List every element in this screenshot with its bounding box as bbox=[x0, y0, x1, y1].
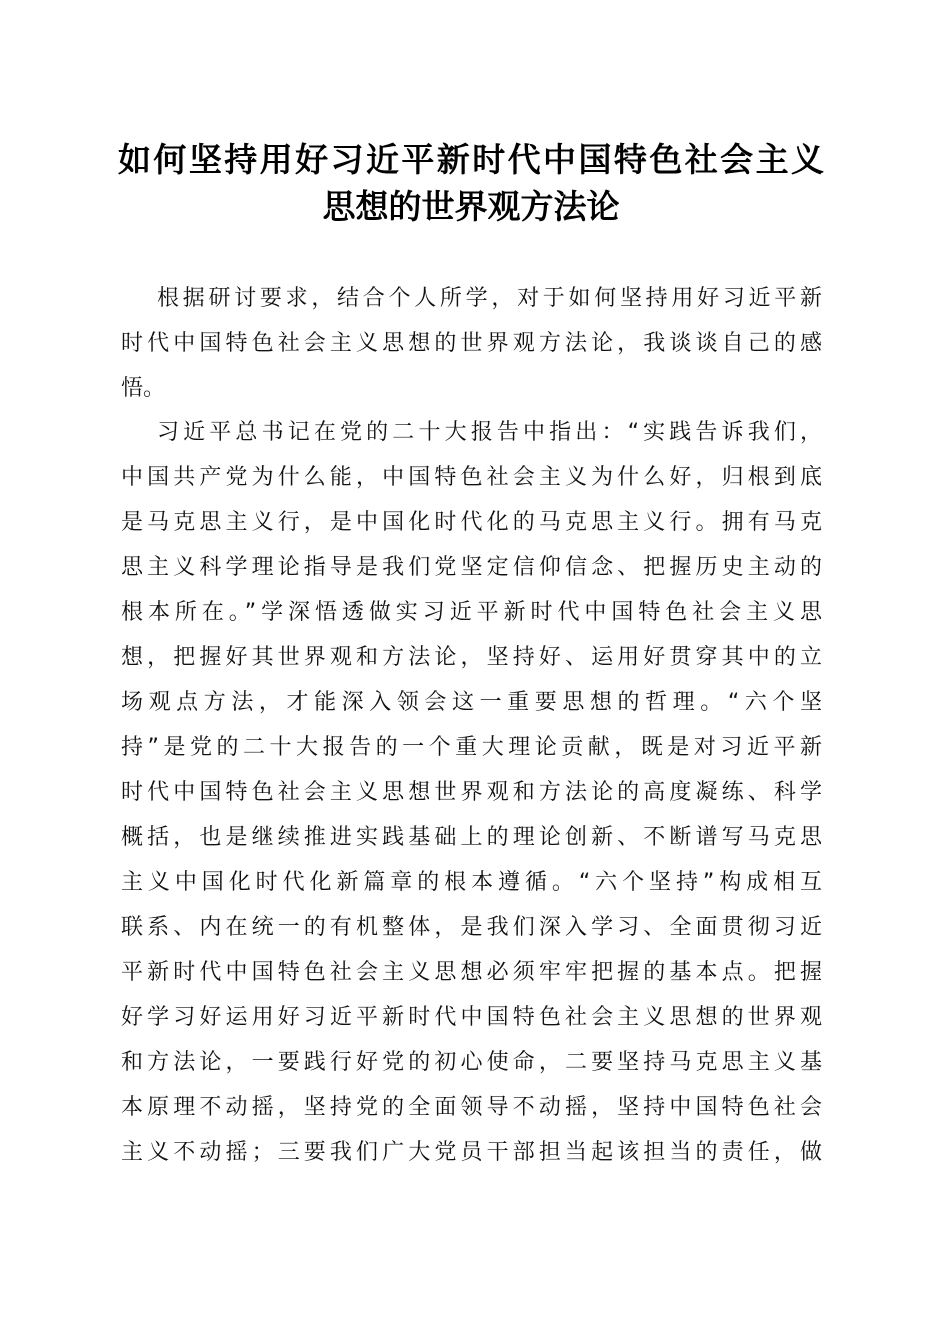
text-line: 时代中国特色社会主义思想的世界观方法论，我谈谈自己的感 bbox=[121, 331, 822, 356]
text-line: 想，把握好其世界观和方法论，坚持好、运用好贯穿其中的立 bbox=[121, 645, 822, 670]
text-line: 悟。 bbox=[121, 376, 166, 401]
paragraph-main bbox=[121, 410, 822, 1175]
text-line: 根据研讨要求，结合个人所学，对于如何坚持用好习近平新 bbox=[157, 286, 822, 311]
text-line: 概括，也是继续推进实践基础上的理论创新、不断谱写马克思 bbox=[121, 825, 822, 850]
text-line: 持”是党的二十大报告的一个重大理论贡献，既是对习近平新 bbox=[121, 735, 822, 760]
text-line: 平新时代中国特色社会主义思想必须牢牢把握的基本点。把握 bbox=[121, 960, 822, 985]
title-line-2: 思想的世界观方法论 bbox=[322, 187, 620, 226]
text-line: 根本所在。”学深悟透做实习近平新时代中国特色社会主义思 bbox=[121, 600, 822, 625]
text-line: 时代中国特色社会主义思想世界观和方法论的高度凝练、科学 bbox=[121, 780, 822, 805]
text-line: 思主义科学理论指导是我们党坚定信仰信念、把握历史主动的 bbox=[121, 555, 822, 580]
text-line: 场观点方法，才能深入领会这一重要思想的哲理。“六个坚 bbox=[121, 690, 822, 715]
text-line: 主义中国化时代化新篇章的根本遵循。“六个坚持”构成相互 bbox=[121, 870, 822, 895]
text-line: 是马克思主义行，是中国化时代化的马克思主义行。拥有马克 bbox=[121, 510, 822, 535]
text-line: 本原理不动摇，坚持党的全面领导不动摇，坚持中国特色社会 bbox=[121, 1095, 822, 1120]
document-title bbox=[118, 136, 824, 230]
text-line: 联系、内在统一的有机整体，是我们深入学习、全面贯彻习近 bbox=[121, 915, 822, 940]
text-line: 习近平总书记在党的二十大报告中指出：“实践告诉我们， bbox=[157, 420, 822, 445]
text-line: 和方法论，一要践行好党的初心使命，二要坚持马克思主义基 bbox=[121, 1050, 822, 1075]
paragraph-intro bbox=[121, 276, 822, 411]
title-line-1: 如何坚持用好习近平新时代中国特色社会主义 bbox=[118, 140, 824, 179]
text-line: 中国共产党为什么能，中国特色社会主义为什么好，归根到底 bbox=[121, 465, 822, 490]
text-line: 好学习好运用好习近平新时代中国特色社会主义思想的世界观 bbox=[121, 1005, 822, 1030]
text-line: 主义不动摇；三要我们广大党员干部担当起该担当的责任，做 bbox=[121, 1140, 822, 1165]
